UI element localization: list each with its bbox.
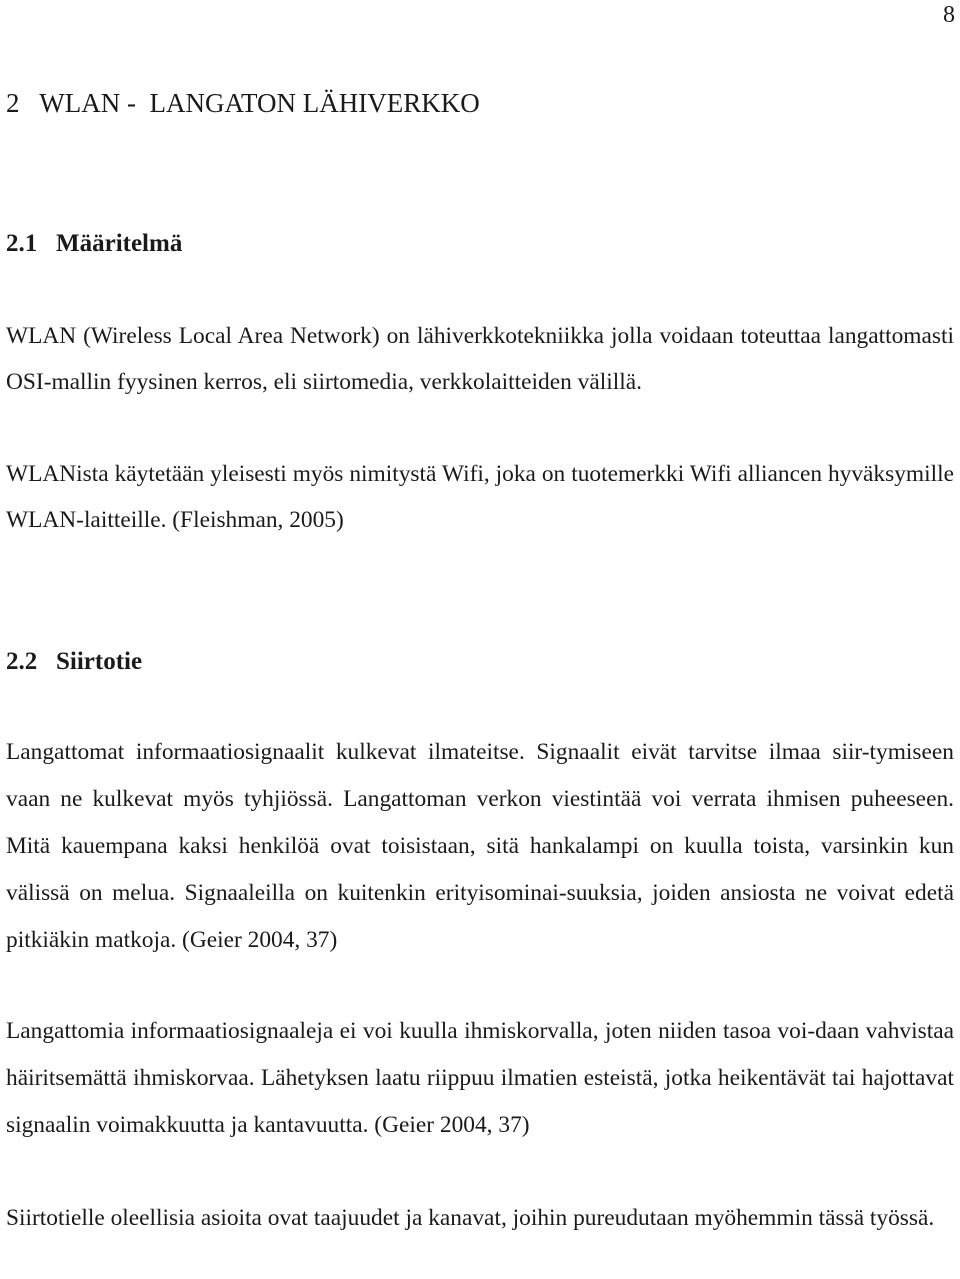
paragraph-frequencies-channels: Siirtotielle oleellisia asioita ovat taajuudet ja kanavat, joihin pureudutaan myöhemmin tässä työssä.: [6, 1205, 935, 1231]
section-heading-transmission-path: 2.2 Siirtotie: [6, 648, 143, 675]
paragraph-wlan-definition: WLAN (Wireless Local Area Network) on lähiverkkotekniikka jolla voidaan toteuttaa langattomasti OSI-mallin fyysinen kerros, eli siirtomedia, verkkolaitteiden välillä.: [6, 323, 954, 395]
chapter-heading: 2 WLAN - LANGATON LÄHIVERKKO: [6, 88, 480, 118]
paragraph-signals-hearing: Langattomia informaatiosignaaleja ei voi kuulla ihmiskorvalla, joten niiden tasoa voi-daan vahvistaa häiritsemättä ihmiskorvaa. Lähetyksen laatu riippuu ilmatien esteistä, jotka heikentävät tai hajottavat signaalin voimakkuutta ja kantavuutta. (Geier 2004, 37): [6, 1018, 954, 1138]
page-number: 8: [943, 2, 955, 28]
paragraph-signals-travel: Langattomat informaatiosignaalit kulkevat ilmateitse. Signaalit eivät tarvitse ilmaa siir-tymiseen vaan ne kulkevat myös tyhjiössä. Langattoman verkon viestintää voi verrata ihmisen puheeseen. Mitä kauempana kaksi henkilöä ovat toisistaan, sitä hankalampi on kuulla toista, varsinkin kun välissä on melua. Signaaleilla on kuitenkin erityisominai-suuksia, joiden ansiosta ne voivat edetä pitkiäkin matkoja. (Geier 2004, 37): [6, 739, 954, 953]
section-heading-definition: 2.1 Määritelmä: [6, 230, 183, 257]
paragraph-wifi-name: WLANista käytetään yleisesti myös nimitystä Wifi, joka on tuotemerkki Wifi alliancen hyväksymille WLAN-laitteille. (Fleishman, 2005): [6, 461, 954, 533]
